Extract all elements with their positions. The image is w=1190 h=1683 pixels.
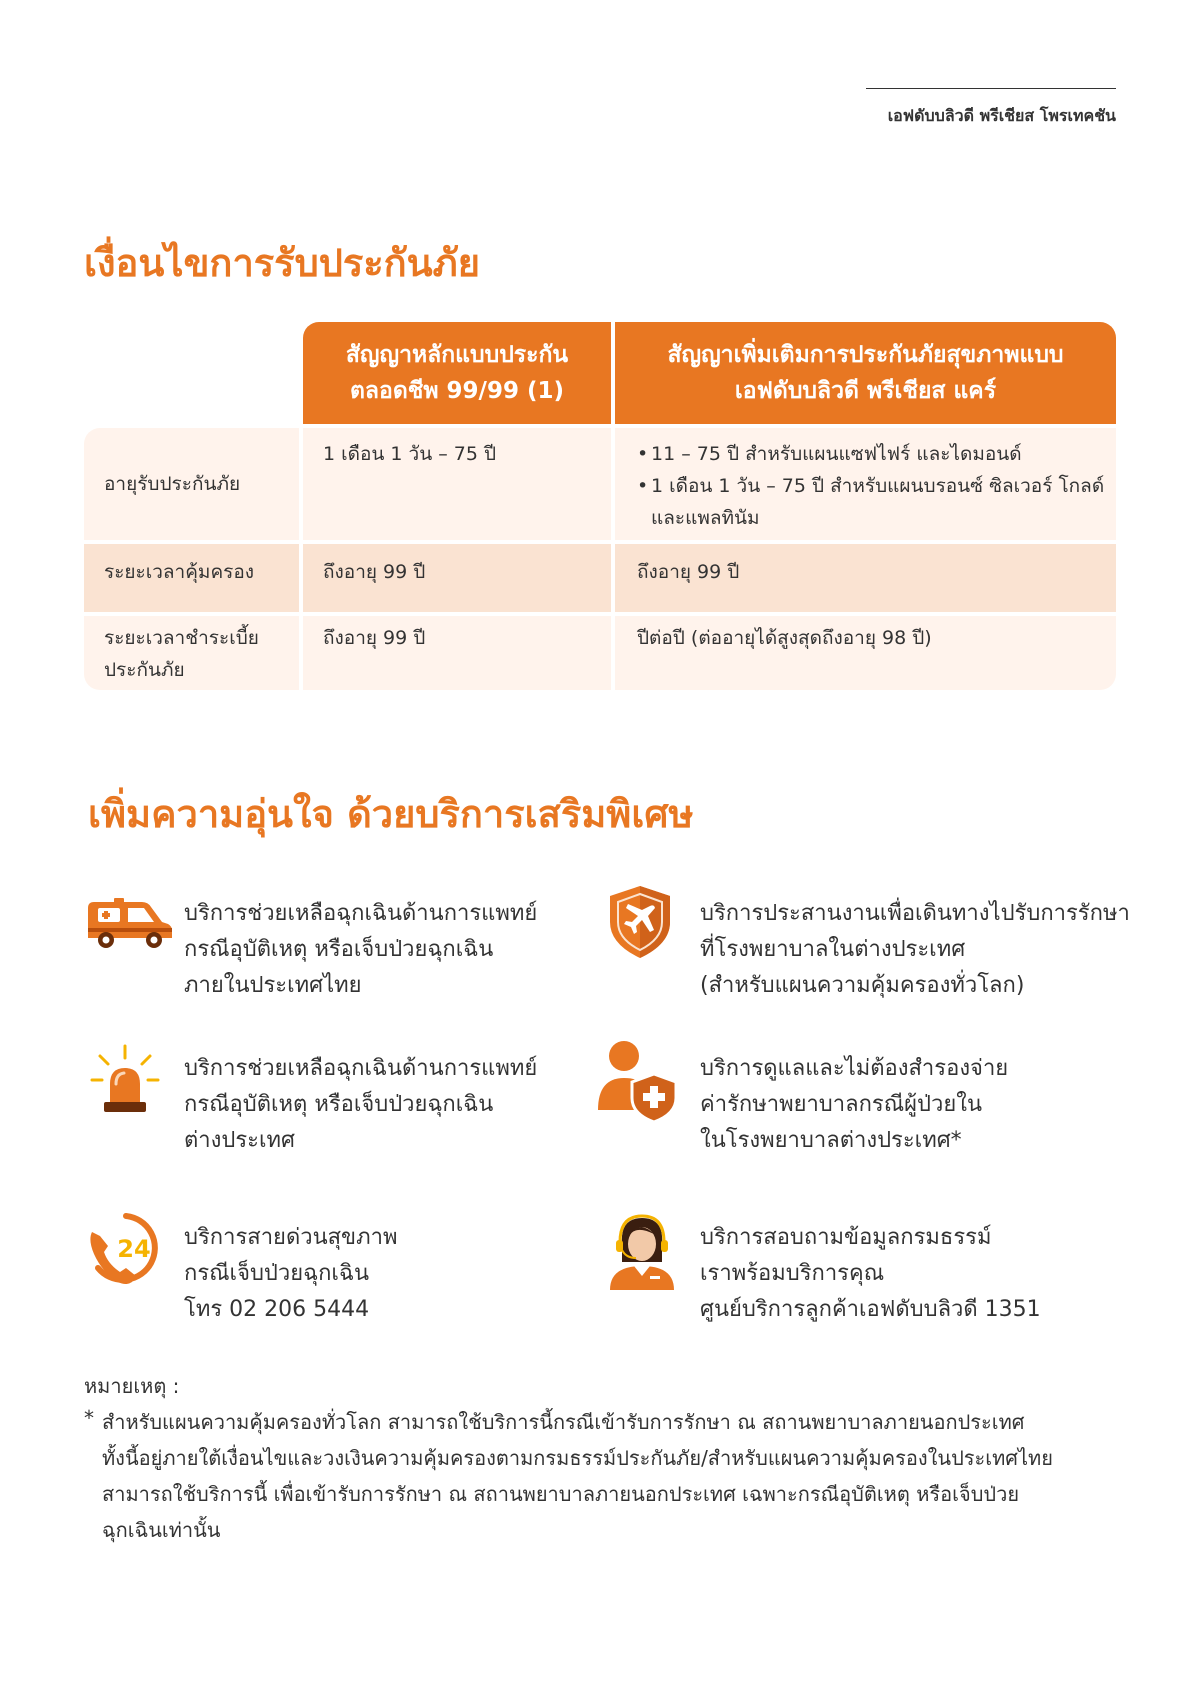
note-line: ทั้งนี้อยู่ภายใต้เงื่อนไขและวงเงินความคุ้มครองตามกรมธรรม์ประกันภัย/สำหรับแผนความคุ้มครองในประเทศไทย bbox=[102, 1446, 1053, 1470]
table-row-coverage-period bbox=[84, 544, 1116, 612]
row-label: ระยะเวลาชำระเบี้ย ประกันภัย bbox=[84, 616, 299, 690]
hotline-24-icon bbox=[86, 1210, 166, 1290]
main-value: ถึงอายุ 99 ปี bbox=[303, 544, 611, 612]
rider-value: ปีต่อปี (ต่ออายุได้สูงสุดถึงอายุ 98 ปี) bbox=[615, 616, 1116, 690]
service-text: บริการสายด่วนสุขภาพ กรณีเจ็บป่วยฉุกเฉิน โทร 02 206 5444 bbox=[184, 1225, 398, 1322]
rider-value bbox=[615, 428, 1116, 540]
conditions-title: เงื่อนไขการรับประกันภัย bbox=[84, 241, 480, 285]
services-title: เพิ่มความอุ่นใจ ด้วยบริการเสริมพิเศษ bbox=[88, 792, 694, 836]
table-row-entry-age bbox=[84, 428, 1116, 540]
row-label: ระยะเวลาคุ้มครอง bbox=[84, 544, 299, 612]
service-text: บริการประสานงานเพื่อเดินทางไปรับการรักษา ที่โรงพยาบาลในต่างประเทศ (สำหรับแผนความคุ้มครองทั่วโลก) bbox=[700, 901, 1130, 998]
header-rider-line-2: เอฟดับบลิวดี พรีเชียส แคร์ bbox=[734, 378, 997, 404]
header-divider bbox=[866, 88, 1116, 89]
header-main-line-2: ตลอดชีพ 99/99 (1) bbox=[349, 378, 564, 404]
service-text: บริการดูแลและไม่ต้องสำรองจ่าย ค่ารักษาพยาบาลกรณีผู้ป่วยใน ในโรงพยาบาลต่างประเทศ* bbox=[700, 1056, 1009, 1153]
table-header-rider bbox=[615, 322, 1116, 424]
note-line: สามารถใช้บริการนี้ เพื่อเข้ารับการรักษา ณ สถานพยาบาลภายนอกประเทศ เฉพาะกรณีอุบัติเหตุ หรือเจ็บป่วย bbox=[102, 1482, 1020, 1506]
call-center-agent-icon bbox=[604, 1210, 680, 1290]
rider-value: ถึงอายุ 99 ปี bbox=[615, 544, 1116, 612]
row-label: อายุรับประกันภัย bbox=[84, 428, 299, 540]
table-row-premium-period bbox=[84, 616, 1116, 690]
note-title: หมายเหตุ : bbox=[84, 1374, 180, 1398]
service-text: บริการสอบถามข้อมูลกรมธรรม์ เราพร้อมบริการคุณ ศูนย์บริการลูกค้าเอฟดับบลิวดี 1351 bbox=[700, 1225, 1041, 1322]
service-text: บริการช่วยเหลือฉุกเฉินด้านการแพทย์ กรณีอุบัติเหตุ หรือเจ็บป่วยฉุกเฉิน ต่างประเทศ bbox=[184, 1056, 538, 1153]
plane-shield-icon bbox=[604, 882, 676, 962]
header-brand: เอฟดับบลิวดี พรีเชียส โพรเทคชัน bbox=[887, 106, 1116, 125]
main-value: ถึงอายุ 99 ปี bbox=[303, 616, 611, 690]
note-body bbox=[102, 1404, 1118, 1548]
ambulance-icon bbox=[84, 898, 174, 950]
emergency-siren-icon bbox=[88, 1044, 162, 1116]
rider-bullet: • 11 – 75 ปี สำหรับแผนแซฟไฟร์ และไดมอนด์ bbox=[637, 438, 1106, 470]
person-shield-icon bbox=[596, 1038, 680, 1124]
rider-bullet: • 1 เดือน 1 วัน – 75 ปี สำหรับแผนบรอนซ์ ซิลเวอร์ โกลด์ และแพลทินัม bbox=[637, 470, 1106, 534]
hotline-badge: 24 bbox=[117, 1235, 151, 1263]
header-main-line-1: สัญญาหลักแบบประกัน bbox=[345, 342, 569, 368]
service-text: บริการช่วยเหลือฉุกเฉินด้านการแพทย์ กรณีอุบัติเหตุ หรือเจ็บป่วยฉุกเฉิน ภายในประเทศไทย bbox=[184, 901, 538, 998]
note-asterisk: * bbox=[84, 1406, 94, 1430]
note-line: สำหรับแผนความคุ้มครองทั่วโลก สามารถใช้บริการนี้กรณีเข้ารับการรักษา ณ สถานพยาบาลภายนอกประเทศ bbox=[102, 1410, 1025, 1434]
header-rider-line-1: สัญญาเพิ่มเติมการประกันภัยสุขภาพแบบ bbox=[667, 342, 1064, 368]
table-header-main-policy bbox=[303, 322, 611, 424]
main-value: 1 เดือน 1 วัน – 75 ปี bbox=[303, 428, 611, 540]
note-line: ฉุกเฉินเท่านั้น bbox=[102, 1518, 221, 1542]
